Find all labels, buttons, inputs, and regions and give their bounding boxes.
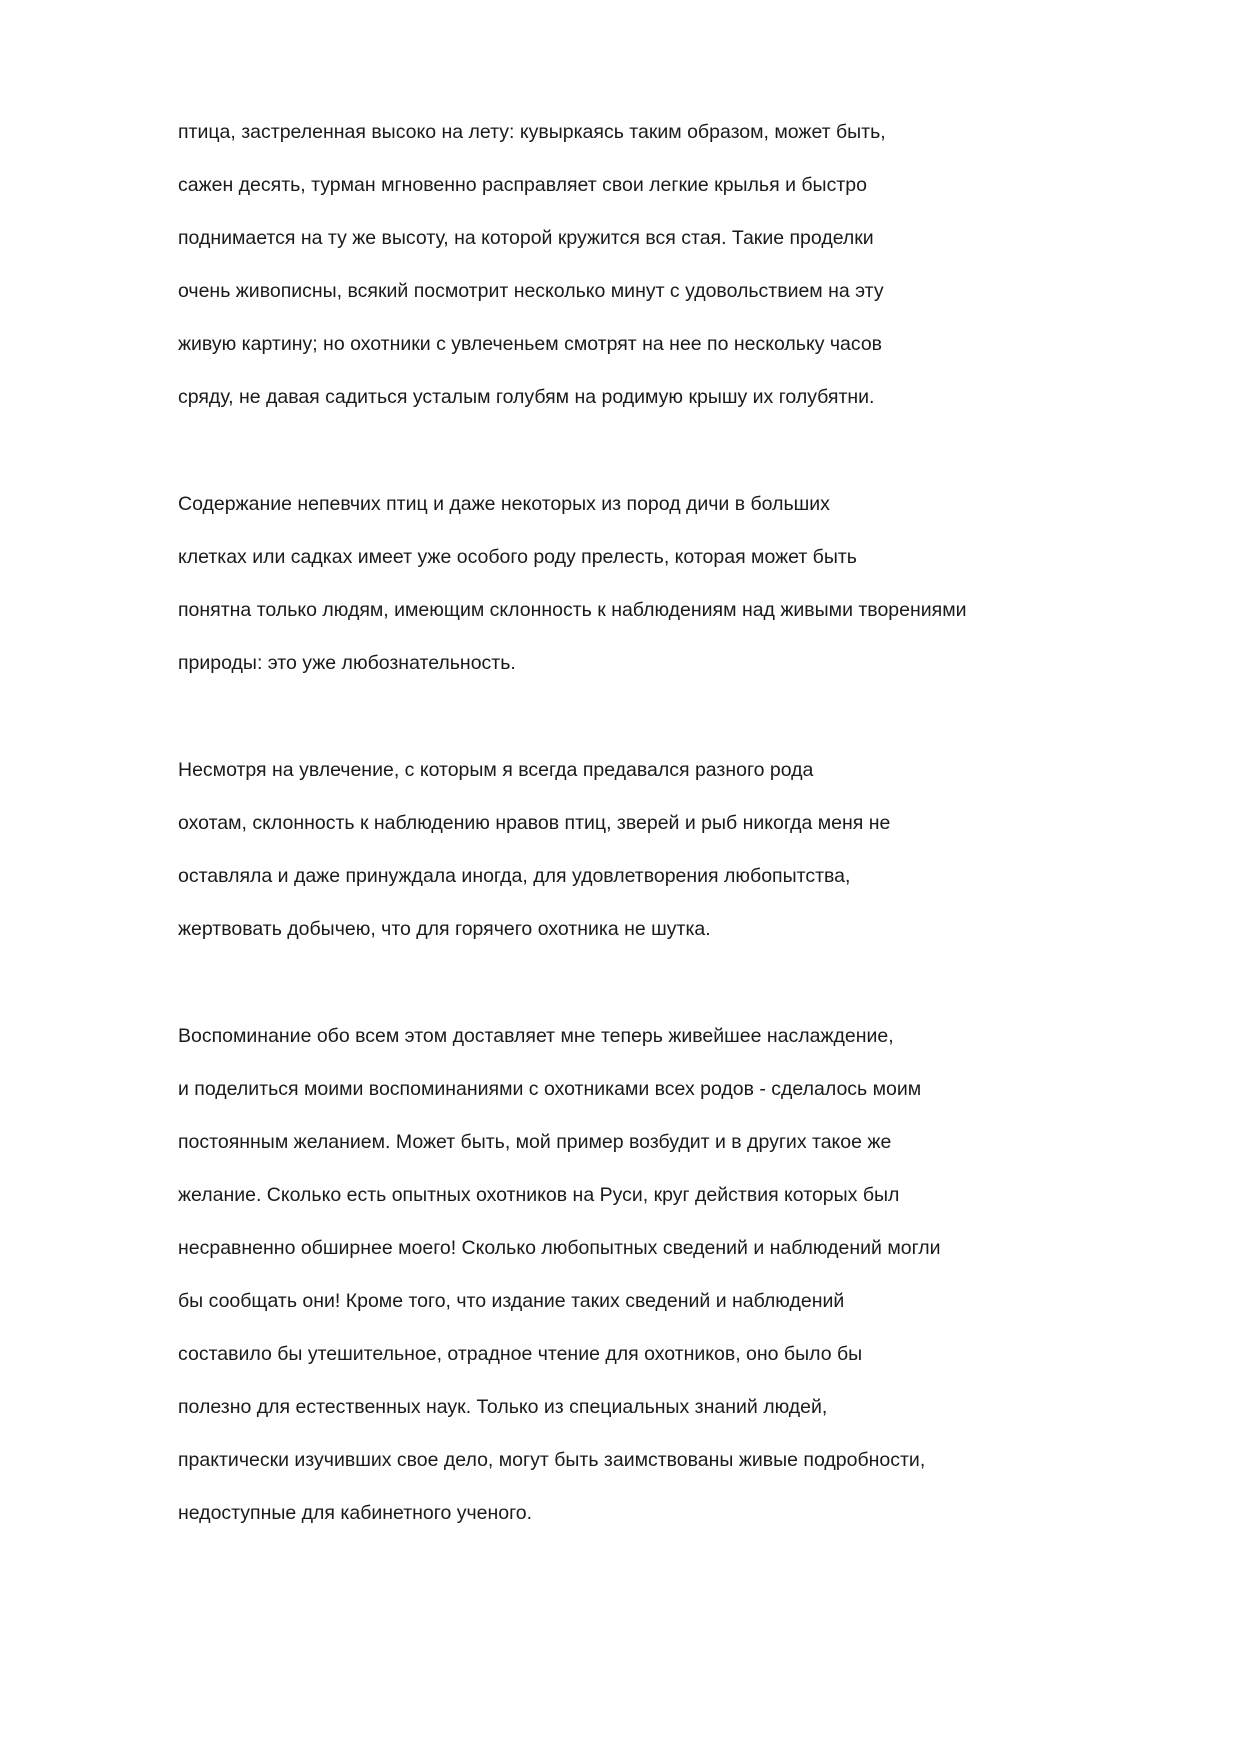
text-line: живую картину; но охотники с увлеченьем смотрят на нее по нескольку часов bbox=[178, 333, 883, 355]
text-line: оставляла и даже принуждала иногда, для удовлетворения любопытства, bbox=[178, 865, 851, 887]
text-line: бы сообщать они! Кроме того, что издание таких сведений и наблюдений bbox=[178, 1290, 845, 1312]
text-line: желание. Сколько есть опытных охотников на Руси, круг действия которых был bbox=[178, 1184, 900, 1206]
text-line: составило бы утешительное, отрадное чтение для охотников, оно было бы bbox=[178, 1343, 863, 1365]
text-line: клетках или садках имеет уже особого роду прелесть, которая может быть bbox=[178, 546, 857, 568]
text-line: Несмотря на увлечение, с которым я всегда предавался разного рода bbox=[178, 759, 814, 781]
text-line: полезно для естественных наук. Только из специальных знаний людей, bbox=[178, 1396, 828, 1418]
text-line: охотам, склонность к наблюдению нравов птиц, зверей и рыб никогда меня не bbox=[178, 812, 891, 834]
text-line: и поделиться моими воспоминаниями с охотниками всех родов - сделалось моим bbox=[178, 1078, 922, 1100]
text-line: Содержание непевчих птиц и даже некоторых из пород дичи в больших bbox=[178, 493, 830, 515]
text-line: понятна только людям, имеющим склонность к наблюдениям над живыми творениями bbox=[178, 599, 967, 621]
text-line: Воспоминание обо всем этом доставляет мне теперь живейшее наслаждение, bbox=[178, 1025, 894, 1047]
text-line: несравненно обширнее моего! Сколько любопытных сведений и наблюдений могли bbox=[178, 1237, 941, 1259]
text-line: практически изучивших свое дело, могут быть заимствованы живые подробности, bbox=[178, 1449, 926, 1471]
text-line: жертвовать добычею, что для горячего охотника не шутка. bbox=[178, 918, 711, 940]
text-line: постоянным желанием. Может быть, мой пример возбудит и в других такое же bbox=[178, 1131, 892, 1153]
text-line: сряду, не давая садиться усталым голубям на родимую крышу их голубятни. bbox=[178, 386, 875, 408]
text-line: очень живописны, всякий посмотрит несколько минут с удовольствием на эту bbox=[178, 280, 884, 302]
text-line: недоступные для кабинетного ученого. bbox=[178, 1502, 533, 1524]
text-line: сажен десять, турман мгновенно расправляет свои легкие крылья и быстро bbox=[178, 174, 867, 196]
text-line: поднимается на ту же высоту, на которой кружится вся стая. Такие проделки bbox=[178, 227, 874, 249]
text-line: природы: это уже любознательность. bbox=[178, 652, 516, 674]
text-line: птица, застреленная высоко на лету: кувыркаясь таким образом, может быть, bbox=[178, 121, 886, 143]
